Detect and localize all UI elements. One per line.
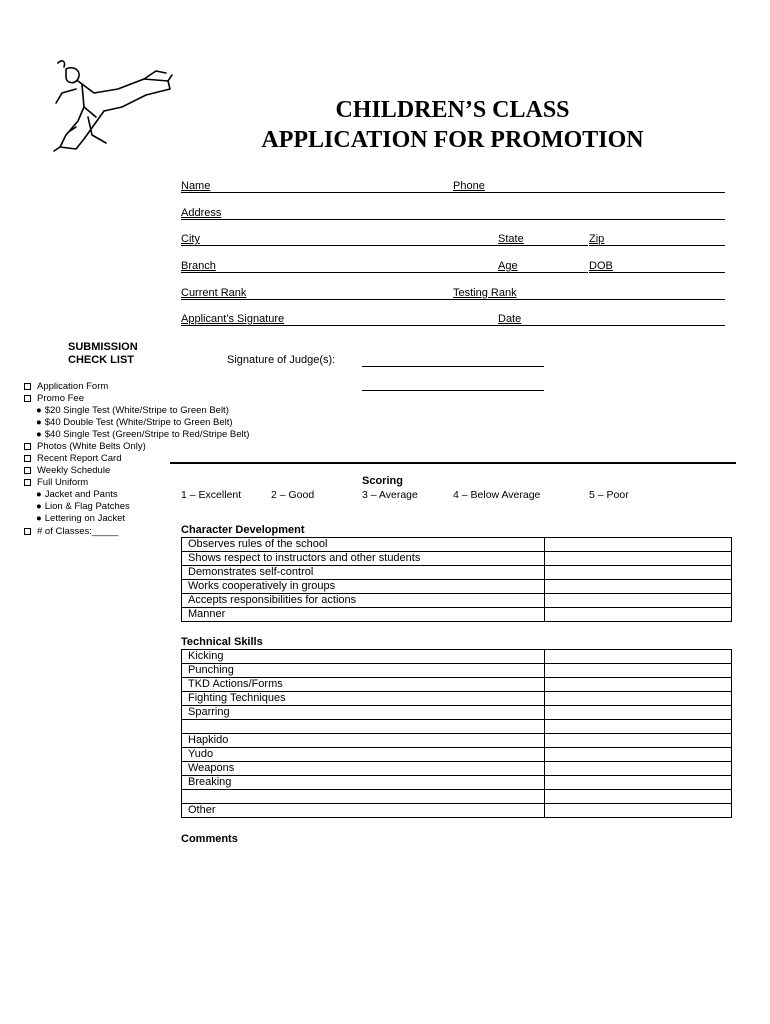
criterion-label: Shows respect to instructors and other students bbox=[182, 552, 545, 566]
date-label: Date bbox=[498, 313, 522, 325]
character-development-table bbox=[181, 537, 732, 622]
score-cell[interactable] bbox=[545, 678, 732, 692]
table-row bbox=[182, 664, 732, 678]
score-average: 3 – Average bbox=[362, 489, 418, 501]
checkbox-icon[interactable] bbox=[24, 528, 31, 535]
technical-skills-heading: Technical Skills bbox=[181, 636, 263, 648]
comments-area[interactable] bbox=[181, 850, 725, 990]
skill-label: Kicking bbox=[182, 650, 545, 664]
table-row bbox=[182, 566, 732, 580]
table-row bbox=[182, 580, 732, 594]
skill-label[interactable] bbox=[182, 790, 545, 804]
checkbox-icon[interactable] bbox=[24, 383, 31, 390]
skill-label: Weapons bbox=[182, 762, 545, 776]
section-divider bbox=[170, 462, 736, 464]
skill-label[interactable] bbox=[182, 720, 545, 734]
score-cell[interactable] bbox=[545, 608, 732, 622]
checkbox-icon[interactable] bbox=[24, 443, 31, 450]
score-excellent: 1 – Excellent bbox=[181, 489, 242, 501]
checkbox-icon[interactable] bbox=[24, 467, 31, 474]
table-row bbox=[182, 552, 732, 566]
criterion-label: Manner bbox=[182, 608, 545, 622]
table-row bbox=[182, 608, 732, 622]
date-field[interactable] bbox=[498, 325, 725, 326]
score-cell[interactable] bbox=[545, 706, 732, 720]
table-row bbox=[182, 790, 732, 804]
scoring-heading: Scoring bbox=[362, 475, 403, 487]
phone-label: Phone bbox=[453, 180, 485, 192]
zip-field[interactable] bbox=[589, 245, 725, 246]
judge-signature-label: Signature of Judge(s): bbox=[227, 354, 336, 366]
age-label: Age bbox=[498, 260, 518, 272]
martial-artist-kick-icon bbox=[48, 55, 178, 155]
skill-label: Fighting Techniques bbox=[182, 692, 545, 706]
applicant-signature-label: Applicant’s Signature bbox=[181, 313, 285, 325]
score-cell[interactable] bbox=[545, 748, 732, 762]
score-cell[interactable] bbox=[545, 692, 732, 706]
checklist-subitem: ● $40 Single Test (Green/Stripe to Red/Stripe Belt) bbox=[36, 429, 250, 440]
score-cell[interactable] bbox=[545, 804, 732, 818]
character-development-heading: Character Development bbox=[181, 524, 305, 536]
score-cell[interactable] bbox=[545, 566, 732, 580]
judge-signature-field-1[interactable] bbox=[362, 366, 544, 367]
checklist-subitem: ● $40 Double Test (White/Stripe to Green Belt) bbox=[36, 417, 233, 428]
score-cell[interactable] bbox=[545, 776, 732, 790]
comments-heading: Comments bbox=[181, 833, 238, 845]
skill-label: Yudo bbox=[182, 748, 545, 762]
table-row bbox=[182, 734, 732, 748]
title-line-2: APPLICATION FOR PROMOTION bbox=[261, 127, 644, 153]
score-cell[interactable] bbox=[545, 552, 732, 566]
city-label: City bbox=[181, 233, 200, 245]
checklist-item[interactable]: Full Uniform bbox=[24, 477, 88, 488]
dob-label: DOB bbox=[589, 260, 613, 272]
checklist-item[interactable]: Weekly Schedule bbox=[24, 465, 110, 476]
dob-field[interactable] bbox=[589, 272, 725, 273]
table-row bbox=[182, 650, 732, 664]
state-field[interactable] bbox=[498, 245, 588, 246]
table-row bbox=[182, 804, 732, 818]
score-cell[interactable] bbox=[545, 762, 732, 776]
table-row bbox=[182, 538, 732, 552]
current-rank-field[interactable] bbox=[181, 299, 453, 300]
skill-label: Sparring bbox=[182, 706, 545, 720]
criterion-label: Accepts responsibilities for actions bbox=[182, 594, 545, 608]
testing-rank-label: Testing Rank bbox=[453, 287, 517, 299]
score-cell[interactable] bbox=[545, 720, 732, 734]
table-row bbox=[182, 678, 732, 692]
score-cell[interactable] bbox=[545, 594, 732, 608]
phone-field[interactable] bbox=[453, 192, 725, 193]
age-field[interactable] bbox=[498, 272, 588, 273]
score-below-average: 4 – Below Average bbox=[453, 489, 541, 501]
skill-label: TKD Actions/Forms bbox=[182, 678, 545, 692]
address-field[interactable] bbox=[181, 219, 725, 220]
city-field[interactable] bbox=[181, 245, 498, 246]
zip-label: Zip bbox=[589, 233, 605, 245]
checklist-subitem: ● Lion & Flag Patches bbox=[36, 501, 130, 512]
branch-field[interactable] bbox=[181, 272, 498, 273]
score-cell[interactable] bbox=[545, 650, 732, 664]
score-cell[interactable] bbox=[545, 580, 732, 594]
score-good: 2 – Good bbox=[271, 489, 315, 501]
criterion-label: Demonstrates self-control bbox=[182, 566, 545, 580]
table-row bbox=[182, 776, 732, 790]
testing-rank-field[interactable] bbox=[453, 299, 725, 300]
table-row bbox=[182, 594, 732, 608]
table-row bbox=[182, 748, 732, 762]
criterion-label: Observes rules of the school bbox=[182, 538, 545, 552]
address-label: Address bbox=[181, 207, 222, 219]
criterion-label: Works cooperatively in groups bbox=[182, 580, 545, 594]
checklist-heading-2: CHECK LIST bbox=[68, 354, 134, 366]
checkbox-icon[interactable] bbox=[24, 395, 31, 402]
name-label: Name bbox=[181, 180, 211, 192]
judge-signature-field-2[interactable] bbox=[362, 390, 544, 391]
skill-label: Other bbox=[182, 804, 545, 818]
checklist-item[interactable]: Photos (White Belts Only) bbox=[24, 441, 146, 452]
checklist-item[interactable]: # of Classes:_____ bbox=[24, 526, 118, 537]
current-rank-label: Current Rank bbox=[181, 287, 247, 299]
skill-label: Breaking bbox=[182, 776, 545, 790]
score-cell[interactable] bbox=[545, 664, 732, 678]
table-row bbox=[182, 762, 732, 776]
applicant-signature-field[interactable] bbox=[181, 325, 498, 326]
checklist-item[interactable]: Recent Report Card bbox=[24, 453, 121, 464]
checkbox-icon[interactable] bbox=[24, 479, 31, 486]
checklist-item[interactable]: Application Form bbox=[24, 381, 108, 392]
table-row bbox=[182, 706, 732, 720]
state-label: State bbox=[498, 233, 524, 245]
technical-skills-table bbox=[181, 649, 732, 818]
title-line-1: CHILDREN’S CLASS bbox=[335, 97, 570, 123]
score-cell[interactable] bbox=[545, 734, 732, 748]
score-poor: 5 – Poor bbox=[589, 489, 629, 501]
checklist-heading-1: SUBMISSION bbox=[68, 341, 138, 353]
skill-label: Hapkido bbox=[182, 734, 545, 748]
checklist-subitem: ● Lettering on Jacket bbox=[36, 513, 126, 524]
table-row bbox=[182, 692, 732, 706]
score-cell[interactable] bbox=[545, 538, 732, 552]
checklist-subitem: ● $20 Single Test (White/Stripe to Green Belt) bbox=[36, 405, 229, 416]
checklist-subitem: ● Jacket and Pants bbox=[36, 489, 118, 500]
name-field[interactable] bbox=[181, 192, 454, 193]
score-cell[interactable] bbox=[545, 790, 732, 804]
table-row bbox=[182, 720, 732, 734]
branch-label: Branch bbox=[181, 260, 216, 272]
skill-label: Punching bbox=[182, 664, 545, 678]
checklist-item[interactable]: Promo Fee bbox=[24, 393, 84, 404]
checkbox-icon[interactable] bbox=[24, 455, 31, 462]
